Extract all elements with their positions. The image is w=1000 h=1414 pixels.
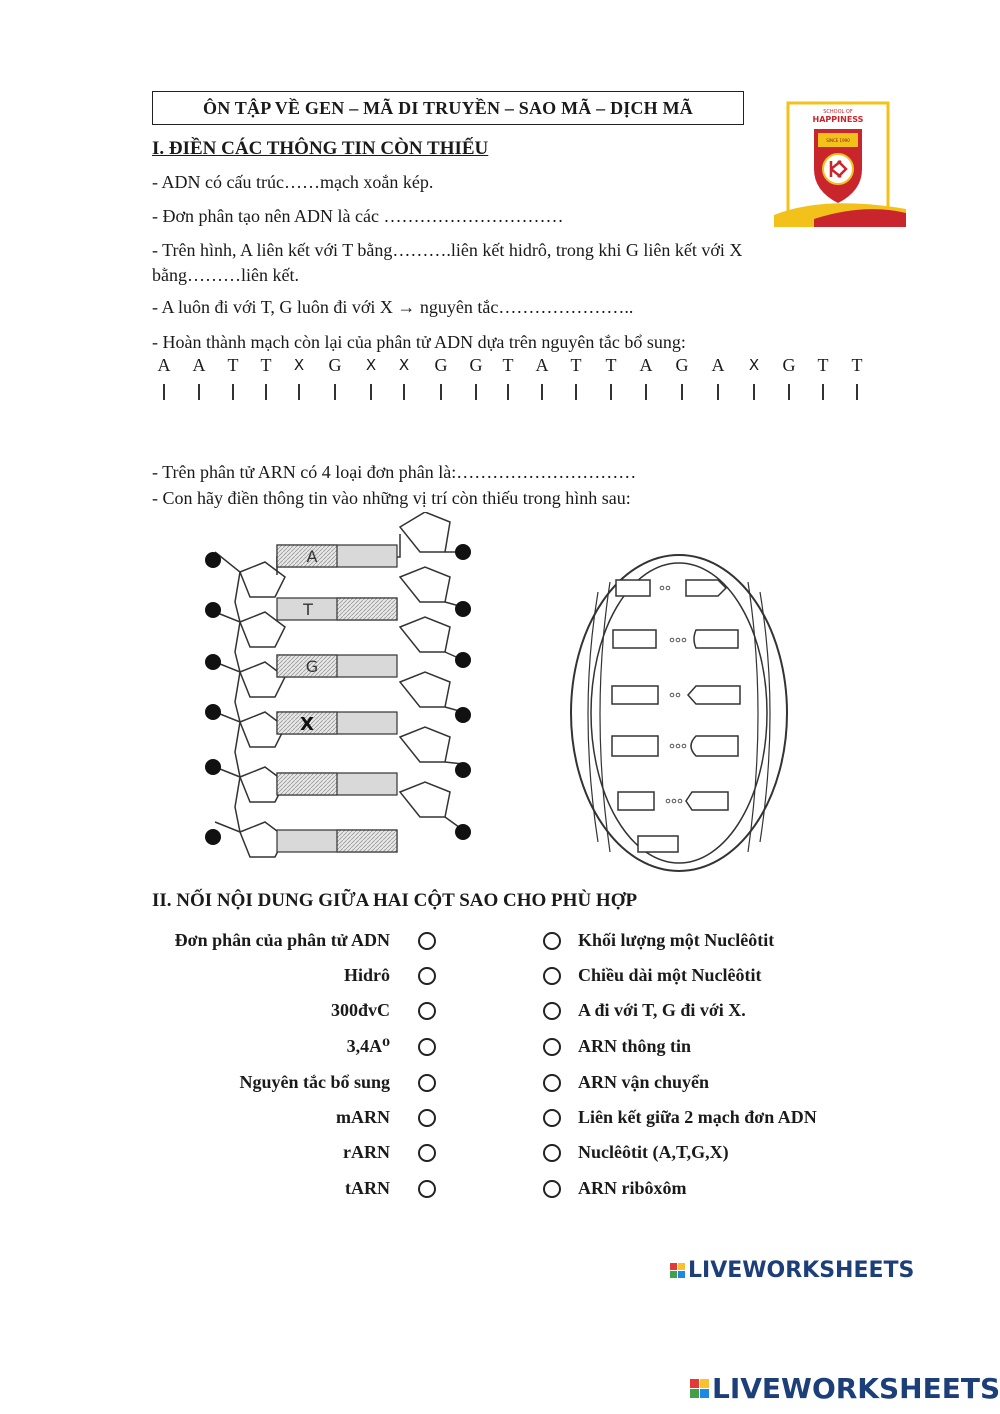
- left-item-6: mARN: [336, 1107, 390, 1127]
- logo-top-text: SCHOOL OF: [823, 109, 853, 115]
- liveworksheets-brand-inline: [670, 1258, 914, 1283]
- brand-text: LIVEWORKSHEETS: [712, 1372, 1000, 1405]
- left-item-8: tARN: [345, 1178, 390, 1198]
- sequence-cell: T: [845, 354, 869, 400]
- right-item-5: ARN vận chuyển: [578, 1072, 710, 1092]
- left-connector-6[interactable]: [418, 1109, 436, 1127]
- sequence-cell: G: [323, 354, 347, 400]
- sequence-cell: T: [811, 354, 835, 400]
- sequence-cell: A: [706, 354, 730, 400]
- sequence-cell: A: [530, 354, 554, 400]
- left-item-4: 3,4A⁰: [346, 1036, 390, 1056]
- question-line-3-cont: bằng………liên kết.: [152, 265, 299, 285]
- left-connector-7[interactable]: [418, 1144, 436, 1162]
- left-connector-3[interactable]: [418, 1002, 436, 1020]
- sequence-cell: A: [634, 354, 658, 400]
- right-connector-4[interactable]: [543, 1038, 561, 1056]
- section1-heading: I. ĐIỀN CÁC THÔNG TIN CÒN THIẾU: [152, 138, 489, 159]
- left-item-7: rARN: [343, 1142, 390, 1162]
- logo-name-text: HAPPINESS: [812, 115, 864, 124]
- sequence-cell: T: [254, 354, 278, 400]
- dna-sequence: [152, 354, 872, 404]
- question-line-5: - Hoàn thành mạch còn lại của phân tử ADN dựa trên nguyên tắc bổ sung:: [152, 332, 686, 352]
- right-item-6: Liên kết giữa 2 mạch đơn ADN: [578, 1107, 817, 1127]
- right-connector-2[interactable]: [543, 967, 561, 985]
- sequence-cell: X: [359, 354, 383, 400]
- section2-heading: II. NỐI NỘI DUNG GIỮA HAI CỘT SAO CHO PHÙ HỢP: [152, 890, 638, 911]
- liveworksheets-brand-footer[interactable]: [690, 1372, 1000, 1405]
- left-connector-5[interactable]: [418, 1074, 436, 1092]
- base-label-x: X: [300, 714, 314, 735]
- sequence-cell: X: [287, 354, 311, 400]
- sequence-cell: X: [742, 354, 766, 400]
- logo-since-text: SINCE 1990: [826, 138, 850, 143]
- left-item-5: Nguyên tắc bổ sung: [239, 1072, 390, 1092]
- right-item-2: Chiều dài một Nuclêôtit: [578, 965, 762, 985]
- base-label-t: T: [303, 600, 313, 619]
- question-line-6: - Trên phân tử ARN có 4 loại đơn phân là:…………………………: [152, 462, 637, 482]
- base-label-a: A: [306, 547, 318, 566]
- brand-logo-icon: [670, 1263, 685, 1278]
- question-line-1: - ADN có cấu trúc……mạch xoắn kép.: [152, 172, 434, 192]
- sequence-cell: G: [670, 354, 694, 400]
- sequence-cell: A: [187, 354, 211, 400]
- sequence-cell: G: [777, 354, 801, 400]
- dna-ladder-diagram: [195, 512, 485, 874]
- left-item-2: Hidrô: [343, 965, 390, 985]
- sequence-cell: T: [221, 354, 245, 400]
- right-item-7: Nuclêôtit (A,T,G,X): [578, 1142, 729, 1162]
- sequence-cell: G: [464, 354, 488, 400]
- right-connector-5[interactable]: [543, 1074, 561, 1092]
- question-line-2: - Đơn phân tạo nên ADN là các …………………………: [152, 206, 564, 226]
- right-item-3: A đi với T, G đi với X.: [578, 1000, 746, 1020]
- left-connector-2[interactable]: [418, 967, 436, 985]
- brand-logo-icon: [690, 1379, 709, 1398]
- right-connector-7[interactable]: [543, 1144, 561, 1162]
- question-line-7: - Con hãy điền thông tin vào những vị trí còn thiếu trong hình sau:: [152, 488, 631, 508]
- right-connector-1[interactable]: [543, 932, 561, 950]
- right-connector-8[interactable]: [543, 1180, 561, 1198]
- sequence-cell: X: [392, 354, 416, 400]
- right-connector-6[interactable]: [543, 1109, 561, 1127]
- sequence-cell: A: [152, 354, 176, 400]
- school-logo: [774, 99, 906, 227]
- right-item-4: ARN thông tin: [578, 1036, 692, 1056]
- base-label-g: G: [305, 657, 319, 676]
- right-item-8: ARN ribôxôm: [578, 1178, 687, 1198]
- sequence-cell: G: [429, 354, 453, 400]
- sequence-cell: T: [564, 354, 588, 400]
- left-item-1: Đơn phân của phân tử ADN: [174, 930, 390, 950]
- right-item-1: Khối lượng một Nuclêôtit: [578, 930, 775, 950]
- brand-text: LIVEWORKSHEETS: [688, 1258, 915, 1283]
- dna-oval-diagram: [568, 552, 790, 874]
- question-line-3: - Trên hình, A liên kết với T bằng……….liên kết hidrô, trong khi G liên kết với X: [152, 240, 743, 260]
- left-connector-1[interactable]: [418, 932, 436, 950]
- question-line-4: - A luôn đi với T, G luôn đi với X → nguyên tắc…………………..: [152, 297, 634, 317]
- worksheet-title: ÔN TẬP VỀ GEN – MÃ DI TRUYỀN – SAO MÃ – DỊCH MÃ: [152, 91, 744, 125]
- sequence-cell: T: [496, 354, 520, 400]
- right-connector-3[interactable]: [543, 1002, 561, 1020]
- left-connector-8[interactable]: [418, 1180, 436, 1198]
- left-connector-4[interactable]: [418, 1038, 436, 1056]
- sequence-cell: T: [599, 354, 623, 400]
- left-item-3: 300đvC: [330, 1000, 390, 1020]
